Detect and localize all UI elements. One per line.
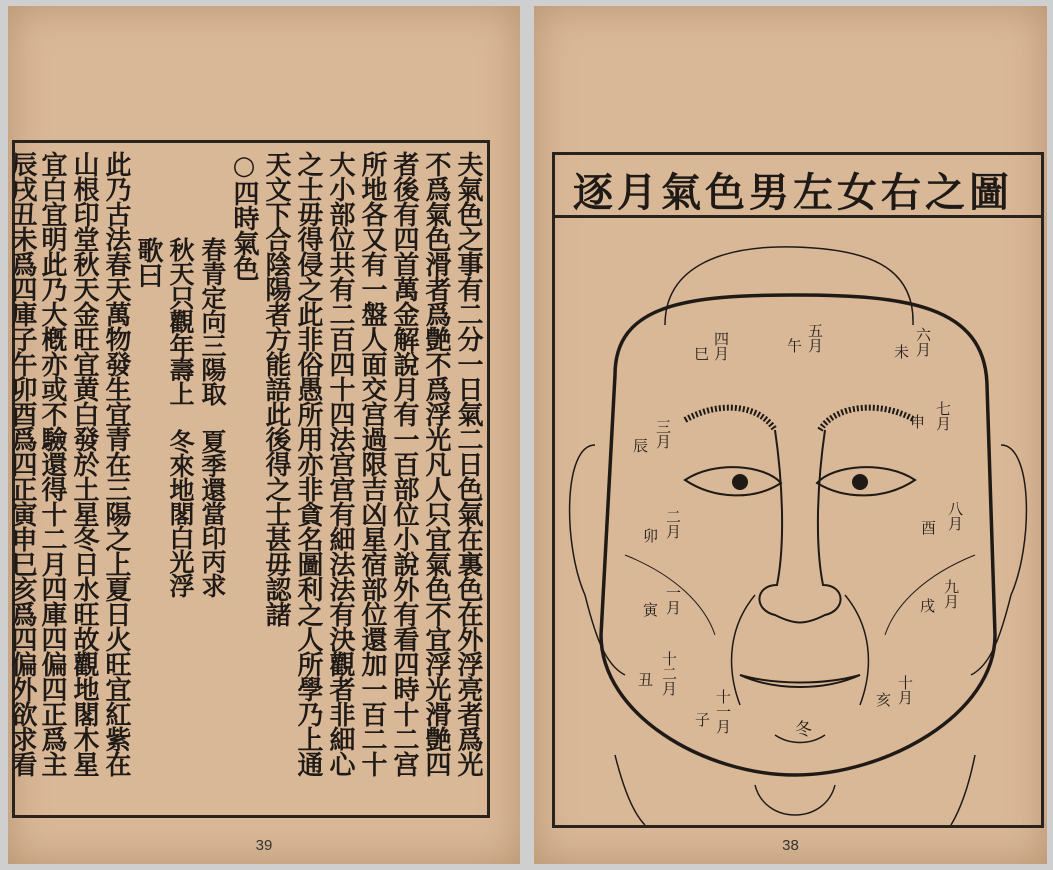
neck-outline bbox=[615, 755, 645, 825]
month-label: 六月 bbox=[914, 327, 932, 357]
month-label: 四月 bbox=[712, 331, 730, 361]
text-column: 者後有四首萬金解說月有一百部位小說外有看四時十二宫 bbox=[389, 151, 419, 776]
right-pupil bbox=[853, 475, 867, 489]
text-column: 之士毋得侵之此非俗愚所用亦非貪名圖利之人所學乃上通 bbox=[293, 151, 323, 776]
chin-outline bbox=[755, 785, 835, 815]
neck-outline bbox=[951, 755, 975, 825]
text-column: 天文下合陰陽者方能語此後得之士甚毋認諸 bbox=[261, 151, 291, 626]
diagram-title: 逐月氣色男左女右之圖 bbox=[573, 169, 1013, 216]
text-column: 所地各又有一盤人面交宫過限吉凶星宿部位還加一百二十 bbox=[357, 151, 387, 776]
text-column: 不爲氣色滑者爲艶不爲浮光凡人只宜氣色不宜浮光滑艶四 bbox=[421, 151, 451, 776]
nose bbox=[759, 430, 840, 623]
branch-label: 辰 bbox=[633, 437, 649, 455]
branch-label: 未 bbox=[894, 343, 910, 361]
nasolabial-fold bbox=[732, 595, 755, 705]
diagram-frame bbox=[552, 152, 1044, 828]
branch-label: 丑 bbox=[638, 671, 654, 689]
month-label: 十月 bbox=[896, 675, 914, 705]
section-heading: ○四時氣色 bbox=[229, 151, 259, 280]
verse-line: 秋天只觀年壽上 冬來地閣白光浮 bbox=[166, 237, 195, 597]
nasolabial-fold bbox=[845, 595, 868, 705]
mouth bbox=[740, 675, 860, 687]
branch-label: 酉 bbox=[921, 519, 937, 537]
center-label: 冬 bbox=[795, 720, 812, 740]
month-label: 五月 bbox=[806, 323, 824, 353]
branch-label: 亥 bbox=[876, 691, 892, 709]
text-column: 大小部位共有二百四十四法宫宫有細法法有決觀者非細心 bbox=[325, 151, 355, 776]
month-label: 十二月 bbox=[660, 651, 678, 696]
text-column: 此乃古法春天萬物發生宜青在三陽之上夏日火旺宜紅紫在 bbox=[101, 151, 131, 776]
month-label: 九月 bbox=[942, 579, 960, 609]
page-number: 38 bbox=[782, 837, 799, 854]
branch-label: 戌 bbox=[920, 597, 936, 615]
branch-label: 子 bbox=[695, 711, 711, 729]
verse-line: 春青定向三陽取 夏季還當印丙求 bbox=[198, 237, 227, 597]
branch-label: 巳 bbox=[694, 345, 710, 363]
left-pupil bbox=[733, 475, 747, 489]
text-column: 宜白宜明此乃大槪亦或不驗還得十二月四庫四偏四正爲主 bbox=[37, 151, 67, 776]
month-label: 三月 bbox=[654, 419, 672, 449]
left-eyebrow bbox=[685, 408, 775, 430]
text-column: 夫氣色之事有二分一日氣二日色氣在裏色在外浮亮者爲光 bbox=[453, 151, 483, 776]
right-eyebrow bbox=[820, 408, 915, 430]
month-label: 八月 bbox=[946, 501, 964, 531]
month-label: 一月 bbox=[664, 585, 682, 615]
branch-label: 卯 bbox=[643, 527, 659, 545]
right-book-page bbox=[534, 6, 1047, 864]
text-frame bbox=[7, 140, 490, 818]
branch-label: 午 bbox=[787, 337, 803, 355]
branch-label: 寅 bbox=[643, 601, 659, 619]
hair-outline bbox=[665, 247, 913, 325]
month-label: 七月 bbox=[934, 401, 952, 431]
branch-label: 申 bbox=[910, 413, 926, 431]
title-band bbox=[555, 155, 1041, 218]
song-heading: 歌曰 bbox=[133, 237, 163, 287]
page-number: 39 bbox=[255, 837, 273, 854]
month-label: 二月 bbox=[664, 509, 682, 539]
right-ear bbox=[971, 445, 1026, 675]
text-column: 辰戌丑未爲四庫子午卯酉爲四正寅申巳亥爲四偏外欲求看 bbox=[7, 151, 37, 776]
left-ear bbox=[570, 445, 625, 675]
text-column: 山根印堂秋天金旺宜黄白發於土星冬日水旺故觀地閣木星 bbox=[69, 151, 99, 776]
left-book-page bbox=[8, 6, 520, 864]
month-label: 十一月 bbox=[714, 689, 732, 734]
